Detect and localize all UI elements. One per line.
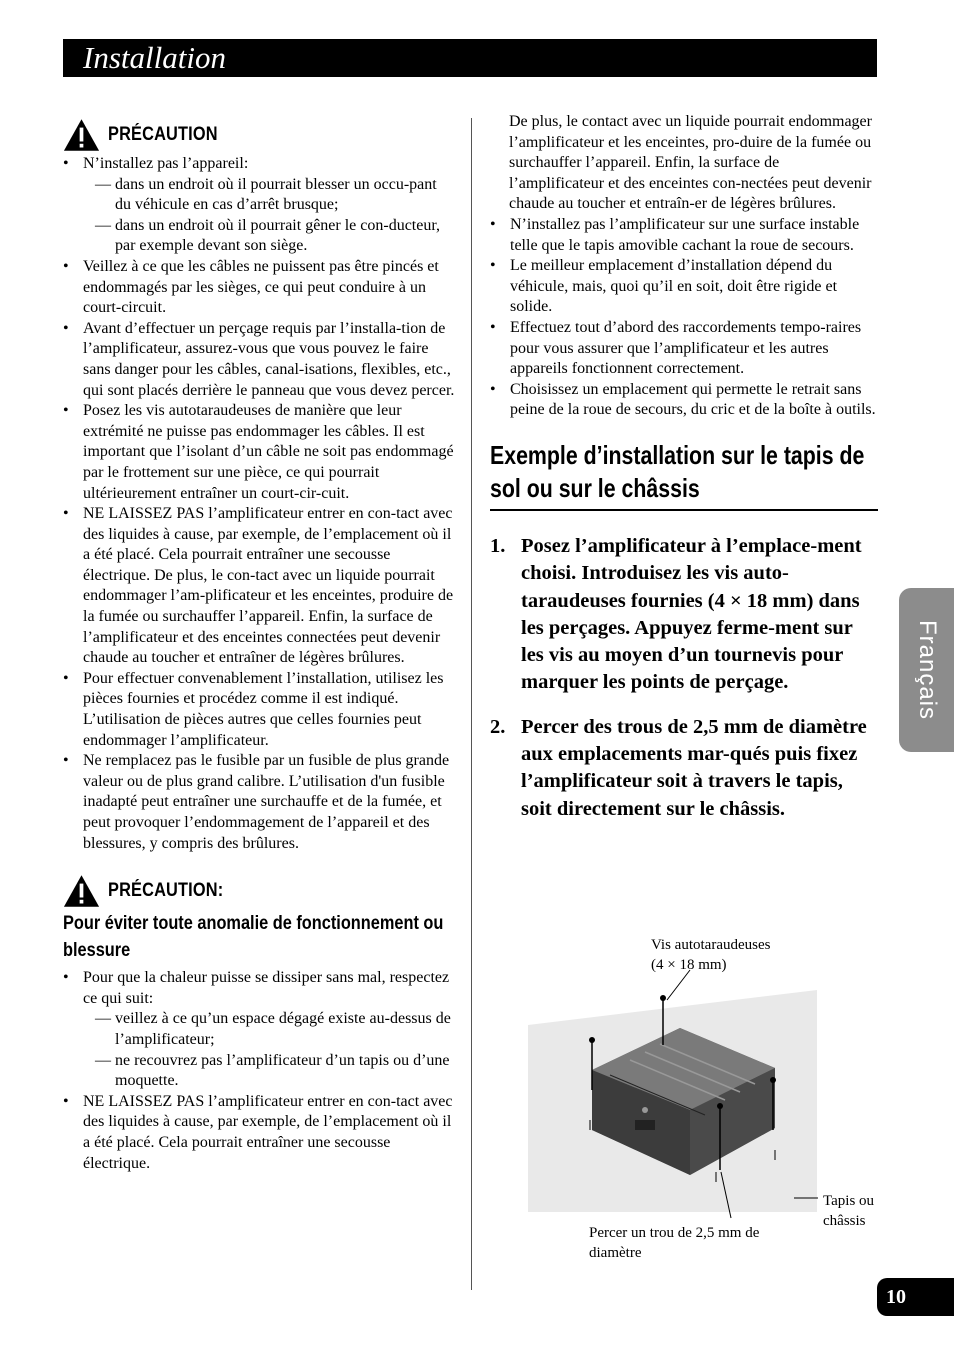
caution-subtitle: Pour éviter toute anomalie de fonctionnement ou blessure bbox=[63, 913, 444, 962]
right-list bbox=[490, 215, 878, 421]
page-title: Installation bbox=[83, 40, 226, 75]
step-text: Percer des trous de 2,5 mm de diamètre aux emplacements mar-qués puis fixez l’amplificateur soit à travers le tapis, soit directement sur le châssis. bbox=[521, 715, 867, 820]
list-item: • Choisissez un emplacement qui permette le retrait sans peine de la roue de secours, du cric et de la boîte à outils. bbox=[490, 380, 878, 421]
figure-label-screws: Vis autotaraudeuses (4 × 18 mm) bbox=[651, 937, 771, 973]
sub-list-item: — dans un endroit où il pourrait gêner le con-ducteur, par exemple devant son siège. bbox=[83, 216, 455, 257]
list-item: • Ne remplacez pas le fusible par un fusible de plus grande valeur ou de plus grand calibre. L’utilisation d'un fusible inadapté peut entraîner une surchauffe et de la fumée, et peut provoquer l’endommagement de l’appareil et des blessures, y compris des brûlures. bbox=[63, 751, 455, 854]
warning-icon bbox=[63, 118, 100, 152]
list-item: • NE LAISSEZ PAS l’amplificateur entrer en con-tact avec des liquides à cause, par exemple, de l’emplacement où il a été placé. Cela pourrait entraîner une secousse électrique. bbox=[63, 1092, 455, 1174]
list-item: • NE LAISSEZ PAS l’amplificateur entrer en con-tact avec des liquides à cause, par exemple, de l’emplacement où il a été placé. Cela pourrait entraîner une secousse électrique. De plus, le con-tact avec un liquide pourrait endommager l’am-plificateur et les enceintes, produire de la fumée ou surchauffer l’appareil. Enfin, la surface de l’amplificateur et des enceintes connectées peut devenir chaude au toucher et entraîner de légères brûlures. bbox=[63, 504, 455, 669]
column-divider bbox=[471, 118, 472, 1290]
list-item: • Effectuez tout d’abord des raccordements tempo-raires pour vous assurer que l’amplificateur et les autres appareils fonctionnent correctement. bbox=[490, 318, 878, 380]
header-bar bbox=[63, 39, 877, 77]
right-column bbox=[490, 112, 878, 840]
caution-list bbox=[63, 968, 455, 1174]
sub-list-item: — ne recouvrez pas l’amplificateur d’un tapis ou d’une moquette. bbox=[83, 1051, 455, 1092]
sub-list-item: — veillez à ce qu’un espace dégagé existe au-dessus de l’amplificateur; bbox=[83, 1009, 455, 1050]
list-item: • Posez les vis autotaraudeuses de manière que leur extrémité ne puisse pas endommager les câbles. Il est important que l’isolant d’un câble ne soit pas endommagé par le frottement sur une pièce, ce qui pourrait ultérieurement entraîner un court-cir-cuit. bbox=[63, 401, 455, 504]
caution-heading bbox=[63, 118, 455, 152]
list-item: • N’installez pas l’amplificateur sur une surface instable telle que le tapis amovible cachant la roue de secours. bbox=[490, 215, 878, 256]
list-item: • Avant d’effectuer un perçage requis par l’installa-tion de l’amplificateur, assurez-vous que vous pouvez le faire sans danger pour les câbles, canal-isations, flexibles, etc., qui sont placés derrière le panneau que vous devez percer. bbox=[63, 319, 455, 401]
list-item: • Veillez à ce que les câbles ne puissent pas être pincés et endommagés par les sièges, ce qui peut conduire à un court-circuit. bbox=[63, 257, 455, 319]
sub-list-item: — dans un endroit où il pourrait blesser un occu-pant du véhicule en cas d’arrêt brusque; bbox=[83, 175, 455, 216]
step-item bbox=[490, 533, 878, 697]
section-heading bbox=[490, 439, 878, 511]
step-text: Posez l’amplificateur à l’emplace-ment choisi. Introduisez les vis auto-taraudeuses fournies (4 × 18 mm) dans les perçages. Appuyez ferme-ment sur les vis au moyen d’un tournevis pour marquer les points de perçage. bbox=[521, 534, 862, 694]
figure-label-floor: Tapis ou châssis bbox=[823, 1193, 875, 1229]
list-item: • N’installez pas l’appareil: — dans un endroit où il pourrait blesser un occu-pant du véhicule en cas d’arrêt brusque; — dans un endroit où il pourrait gêner le con-ducteur, par exemple devant son siège. bbox=[63, 154, 455, 257]
left-column bbox=[63, 118, 455, 1174]
list-item: • Pour que la chaleur puisse se dissiper sans mal, respectez ce qui suit: — veillez à ce qu’un espace dégagé existe au-dessus de l’amplificateur; — ne recouvrez pas l’amplificateur d’un tapis ou d’une moquette. bbox=[63, 968, 455, 1092]
section-title: Exemple d’installation sur le tapis de sol ou sur le châssis bbox=[490, 439, 865, 503]
list-item: • Pour effectuer convenablement l’installation, utilisez les pièces fournies et procédez comme il est indiqué. L’utilisation de pièces autres que celles fournies peut endommager l’amplificateur. bbox=[63, 669, 455, 751]
caution-heading bbox=[63, 874, 455, 908]
page-number: 10 bbox=[886, 1286, 906, 1308]
step-number: 1. bbox=[490, 534, 506, 557]
step-number: 2. bbox=[490, 715, 506, 738]
caution-title: PRÉCAUTION: bbox=[108, 879, 224, 901]
caution-title: PRÉCAUTION bbox=[108, 123, 218, 145]
language-tab-label: Français bbox=[913, 619, 941, 721]
step-item bbox=[490, 714, 878, 823]
amplifier-installation-illustration bbox=[520, 960, 830, 1220]
figure-label-hole: Percer un trou de 2,5 mm de diamètre bbox=[589, 1225, 760, 1261]
steps-list bbox=[490, 533, 878, 823]
page-number-tab bbox=[877, 1278, 954, 1316]
continuation-paragraph: De plus, le contact avec un liquide pourrait endommager l’amplificateur et les enceintes, pro-duire de la fumée ou surchauffer l’appareil. Enfin, la surface de l’amplificateur et des enceintes con-nectées peut devenir chaude au toucher et entraîn-er de légères brûlures. bbox=[509, 113, 872, 213]
language-tab bbox=[899, 588, 954, 752]
section-rule bbox=[490, 509, 878, 511]
caution-list bbox=[63, 154, 455, 854]
warning-icon bbox=[63, 874, 100, 908]
list-item: • Le meilleur emplacement d’installation dépend du véhicule, mais, quoi qu’il en soit, doit être rigide et solide. bbox=[490, 256, 878, 318]
